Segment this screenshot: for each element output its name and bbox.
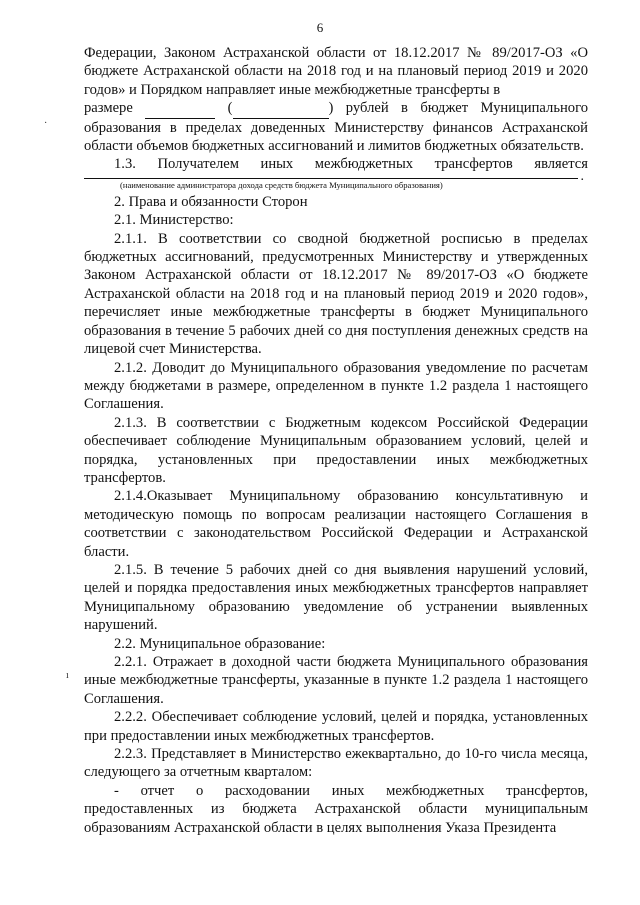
amount-number-blank [145, 99, 215, 118]
scan-mark: · [44, 118, 48, 129]
paragraph-2-1-3: 2.1.3. В соответствии с Бюджетным кодексом Российской Федерации обеспечивает соблюдение Муниципальным образованием условий, целей и порядка, установленных при предоставлении иных межбюджетных трансфертов. [84, 414, 588, 486]
scan-mark: ı [66, 670, 69, 681]
paragraph-report-item: - отчет о расходовании иных межбюджетных трансфертов, предоставленных из бюджета Астраханской области муниципальным образованиям Астраханской области в целях выполнения Указа Президента [84, 782, 588, 836]
amount-words-blank [233, 99, 329, 118]
paragraph-2-1-4: 2.1.4.Оказывает Муниципальному образованию консультативную и методическую помощь по вопросам реализации настоящего Соглашения в соответствии с законодательством Российской Федерации и Астраханской бласти. [84, 488, 588, 560]
page-number: 6 [316, 20, 324, 35]
amount-close-paren: ) [328, 100, 334, 117]
section-2-2-heading: 2.2. Муниципальное образование: [114, 635, 326, 652]
paragraph-transfer-amount [84, 99, 588, 155]
amount-label: размере [84, 100, 133, 117]
paragraph-1-3-recipient: 1.3. Получателем иных межбюджетных трансфертов является [114, 156, 588, 173]
recipient-caption: (наименование администратора дохода средств бюджета Муниципального образования) [120, 179, 443, 190]
amount-open-paren: ( [227, 100, 233, 117]
amount-rest-text: рублей в бюджет Муниципального образования в пределах доведенных Министерству финансов Астраханской области объемов бюджетных ассигнований и лимитов бюджетных обязательств. [84, 100, 589, 155]
document-body [84, 44, 588, 837]
paragraph-2-1-2: 2.1.2. Доводит до Муниципального образования уведомление по расчетам между бюджетами в размере, определенном в пункте 1.2 раздела 1 настоящего Соглашения. [84, 359, 588, 413]
recipient-name-blank [84, 168, 584, 184]
section-2-heading: 2. Права и обязанности Сторон [114, 193, 308, 210]
paragraph-2-1-5: 2.1.5. В течение 5 рабочих дней со дня выявления нарушений условий, целей и порядка предоставления иных межбюджетных трансфертов направляет Муниципальному образованию уведомление об устранении выявленных нарушений. [84, 561, 588, 634]
paragraph-transfer-basis: Федерации, Законом Астраханской области от 18.12.2017 № 89/2017-ОЗ «О бюджете Астраханской области на 2018 год и на плановый период 2019 и 2020 годов» и Порядком направляет иные межбюджетные трансферты в [84, 45, 588, 98]
paragraph-2-2-1: 2.2.1. Отражает в доходной части бюджета Муниципального образования иные межбюджетные трансферты, указанные в пункте 1.2 раздела 1 настоящего Соглашения. [84, 654, 588, 707]
paragraph-2-2-2: 2.2.2. Обеспечивает соблюдение условий, целей и порядка, установленных при предоставлении иных межбюджетных трансфертов. [84, 709, 588, 744]
paragraph-2-1-1: 2.1.1. В соответствии со сводной бюджетной росписью в пределах бюджетных ассигнований, предусмотренных Министерству и утвержденных Законом Астраханской области от 18.12.2017 № 89/2017-ОЗ «О бюджете Астраханской области на 2018 год и на плановый период 2019 и 2020 годов», перечисляет иные межбюджетные трансферты в бюджет Муниципального образования в течение 5 рабочих дней со дня поступления денежных средств на лицевой счет Министерства. [84, 230, 588, 358]
paragraph-2-2-3: 2.2.3. Представляет в Министерство ежеквартально, до 10-го числа месяца, следующего за отчетным кварталом: [84, 746, 588, 781]
recipient-end-dot: . [580, 168, 584, 184]
section-2-1-heading: 2.1. Министерство: [114, 212, 234, 229]
